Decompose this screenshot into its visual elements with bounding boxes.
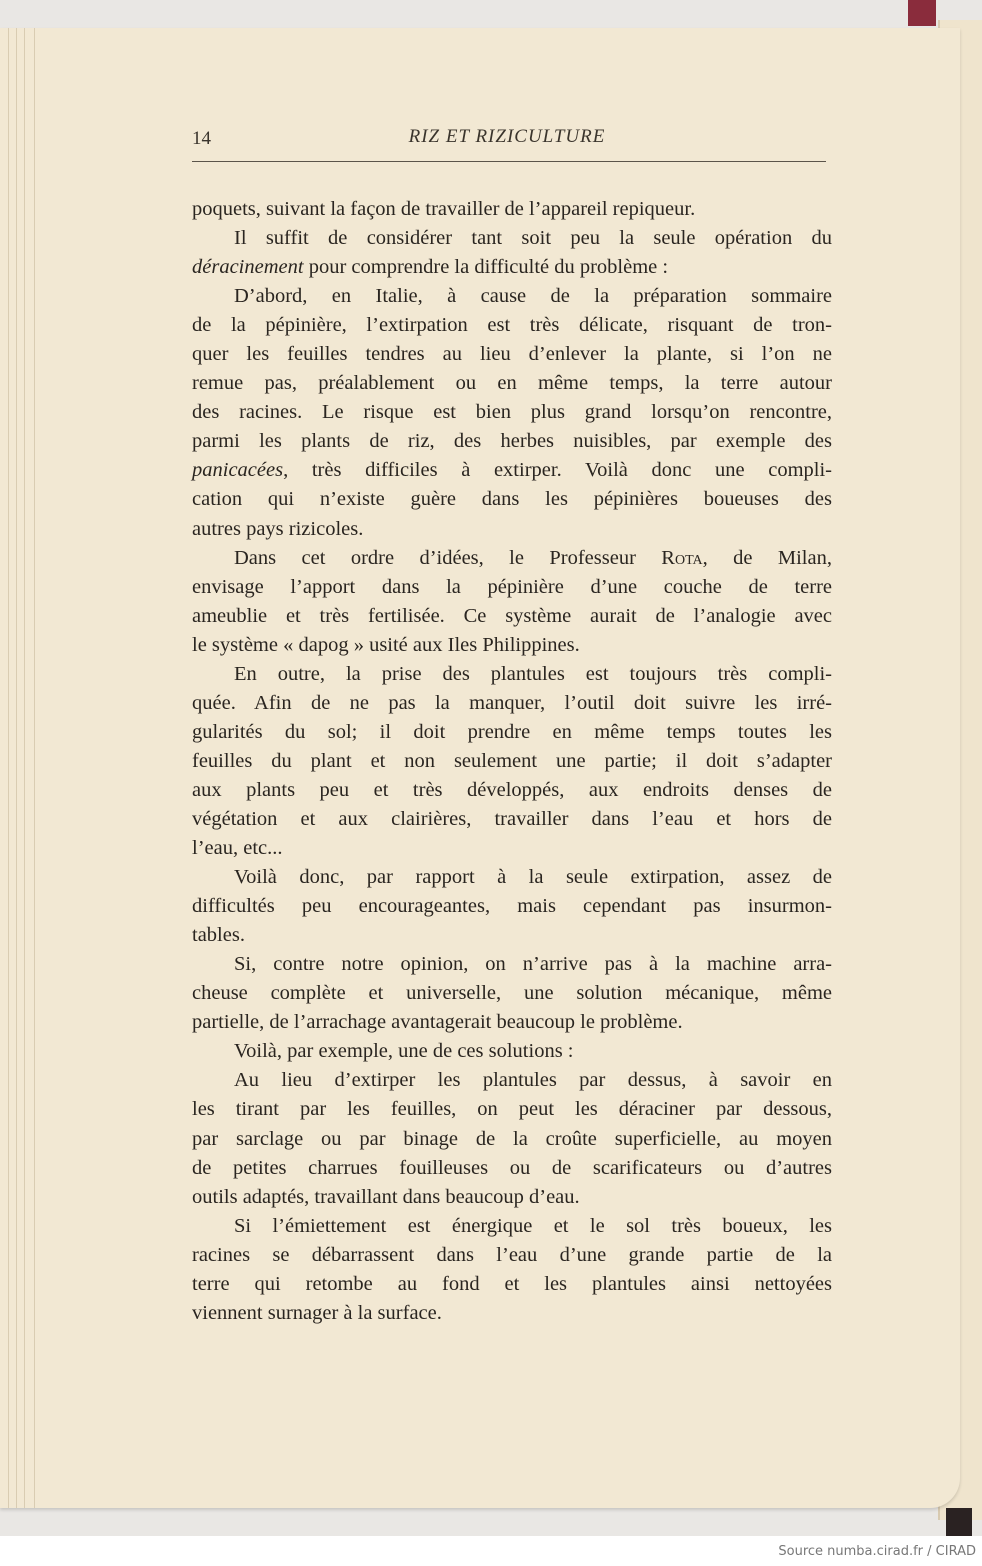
text-line: [192, 689, 832, 718]
text-segment: Au lieu d’extirper les plantules par dessus, à savoir en: [234, 1069, 832, 1092]
text-line: [192, 1212, 832, 1241]
text-line: [192, 950, 832, 979]
text-segment: feuilles du plant et non seulement une partie; il doit s’adapter: [192, 749, 832, 772]
text-line: [192, 369, 832, 398]
italic-term: panicacées: [192, 459, 284, 482]
page-stack-edge: [8, 28, 9, 1508]
text-segment: En outre, la prise des plantules est toujours très compli-: [234, 662, 832, 685]
text-segment: Voilà donc, par rapport à la seule extirpation, assez de: [234, 866, 832, 889]
text-line: [192, 1037, 832, 1066]
text-segment: autres pays rizicoles.: [192, 517, 364, 540]
page-stack-edge: [24, 28, 25, 1508]
text-segment: racines se débarrassent dans l’eau d’une grande partie de la: [192, 1243, 832, 1266]
text-line: [192, 1125, 832, 1154]
text-segment: quée. Afin de ne pas la manquer, l’outil doit suivre les irré-: [192, 691, 832, 714]
text-segment: l’eau, etc...: [192, 837, 283, 860]
text-line: [192, 747, 832, 776]
text-line: [192, 340, 832, 369]
text-segment: difficultés peu encourageantes, mais cependant pas insurmon-: [192, 895, 832, 918]
text-segment: pour comprendre la difficulté du problème :: [303, 256, 669, 279]
text-segment: le système « dapog » usité aux Iles Philippines.: [192, 633, 580, 656]
text-segment: Si l’émiettement est énergique et le sol très boueux, les: [234, 1214, 832, 1237]
text-segment: Dans cet ordre d’idées, le Professeur: [234, 546, 662, 569]
text-line: [192, 892, 832, 921]
text-segment: , très difficiles à extirper. Voilà donc une compli-: [283, 459, 832, 482]
text-line: [192, 718, 832, 747]
text-line: [192, 224, 832, 253]
text-segment: gularités du sol; il doit prendre en même temps toutes les: [192, 720, 832, 743]
text-line: [192, 1095, 832, 1124]
text-line: [192, 1183, 832, 1212]
text-segment: , de Milan,: [702, 546, 832, 569]
text-line: [192, 398, 832, 427]
text-segment: poquets, suivant la façon de travailler de l’appareil repiqueur.: [192, 198, 696, 220]
text-line: [192, 1066, 832, 1095]
body-text: [192, 195, 832, 1328]
text-segment: cheuse complète et universelle, une solution mécanique, même: [192, 982, 832, 1005]
text-segment: envisage l’apport dans la pépinière d’une couche de terre: [192, 575, 832, 598]
italic-term: déracinement: [192, 256, 304, 279]
text-segment: viennent surnager à la surface.: [192, 1301, 442, 1324]
text-line: [192, 921, 832, 950]
page-number: 14: [192, 128, 211, 149]
running-title: RIZ ET RIZICULTURE: [408, 126, 606, 147]
text-line: [192, 195, 832, 224]
text-segment: remue pas, préalablement ou en même temps, la terre autour: [192, 372, 832, 395]
text-line: [192, 602, 832, 631]
text-segment: Si, contre notre opinion, on n’arrive pas à la machine arra-: [234, 953, 832, 976]
text-line: [192, 834, 832, 863]
text-segment: partielle, de l’arrachage avantagerait beaucoup le problème.: [192, 1011, 683, 1034]
text-line: [192, 544, 832, 573]
page-stack-edge: [16, 28, 17, 1508]
text-line: [192, 311, 832, 340]
text-segment: par sarclage ou par binage de la croûte superficielle, au moyen: [192, 1127, 832, 1150]
text-segment: terre qui retombe au fond et les plantules ainsi nettoyées: [192, 1272, 832, 1295]
text-segment: quer les feuilles tendres au lieu d’enlever la plante, si l’on ne: [192, 343, 832, 366]
text-line: [192, 1241, 832, 1270]
text-segment: végétation et aux clairières, travailler dans l’eau et hors de: [192, 807, 832, 830]
text-line: [192, 485, 832, 514]
bookmark-ribbon: [908, 0, 936, 26]
text-line: [192, 1270, 832, 1299]
text-line: [192, 253, 832, 282]
small-caps-name: Rota: [661, 546, 703, 569]
text-line: [192, 573, 832, 602]
text-segment: parmi les plants de riz, des herbes nuisibles, par exemple des: [192, 430, 832, 453]
source-credit: Source numba.cirad.fr / CIRAD: [778, 1544, 976, 1559]
text-line: [192, 515, 832, 544]
text-line: [192, 805, 832, 834]
text-line: [192, 427, 832, 456]
text-line: [192, 1008, 832, 1037]
text-segment: outils adaptés, travaillant dans beaucoup d’eau.: [192, 1185, 580, 1208]
text-segment: Il suffit de considérer tant soit peu la seule opération du: [234, 227, 832, 250]
text-line: [192, 456, 832, 485]
header-rule: [192, 161, 826, 162]
text-line: [192, 631, 832, 660]
text-segment: Voilà, par exemple, une de ces solutions :: [234, 1040, 574, 1063]
text-segment: ameublie et très fertilisée. Ce système aurait de l’analogie avec: [192, 604, 832, 627]
text-line: [192, 660, 832, 689]
text-line: [192, 1299, 832, 1328]
text-segment: aux plants peu et très développés, aux endroits denses de: [192, 778, 832, 801]
text-segment: D’abord, en Italie, à cause de la préparation sommaire: [234, 285, 832, 308]
page-stack-edge: [34, 28, 35, 1508]
text-line: [192, 979, 832, 1008]
text-line: [192, 1154, 832, 1183]
text-segment: tables.: [192, 924, 245, 947]
text-segment: de petites charrues fouilleuses ou de scarificateurs ou d’autres: [192, 1156, 832, 1179]
text-line: [192, 776, 832, 805]
text-segment: les tirant par les feuilles, on peut les déraciner par dessous,: [192, 1098, 832, 1121]
text-segment: de la pépinière, l’extirpation est très délicate, risquant de tron-: [192, 314, 832, 337]
text-line: [192, 863, 832, 892]
text-segment: cation qui n’existe guère dans les pépinières boueuses des: [192, 488, 832, 511]
text-line: [192, 282, 832, 311]
book-cover-edge: [946, 1508, 972, 1536]
text-segment: des racines. Le risque est bien plus grand lorsqu’on rencontre,: [192, 401, 832, 424]
